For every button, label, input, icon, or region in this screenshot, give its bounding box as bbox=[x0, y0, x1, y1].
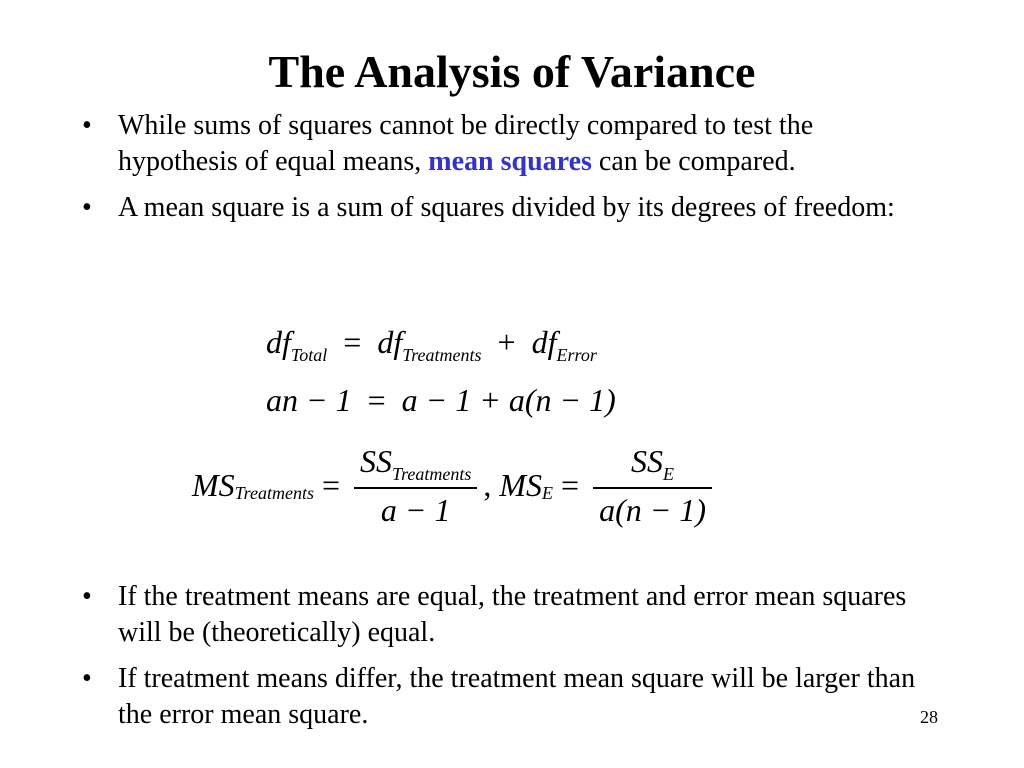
equals-sign: = bbox=[343, 324, 362, 360]
plus-sign: + bbox=[497, 324, 516, 360]
bullet-item bbox=[82, 661, 932, 733]
equals-sign: = bbox=[561, 466, 580, 503]
fraction-denominator: a − 1 bbox=[380, 491, 451, 528]
page-number: 28 bbox=[920, 707, 938, 727]
equals-sign: = bbox=[322, 466, 341, 503]
bullet-text: If the treatment means are equal, the treatment and error mean squares will be (theoretically) equal. bbox=[118, 581, 907, 648]
fraction-ms-error bbox=[593, 442, 712, 529]
bullet-text: A mean square is a sum of squares divided by its degrees of freedom: bbox=[118, 192, 895, 223]
subscript-treatments: Treatments bbox=[402, 345, 482, 365]
bullet-item bbox=[82, 190, 932, 226]
bullet-dot-icon: • bbox=[82, 110, 92, 141]
subscript-treatments: Treatments bbox=[234, 482, 314, 503]
bullet-item bbox=[82, 579, 932, 651]
ss-symbol: SS bbox=[631, 442, 664, 479]
df-symbol: df bbox=[531, 324, 557, 360]
subscript-total: Total bbox=[290, 345, 328, 365]
bullet-text-after: can be compared. bbox=[591, 146, 796, 177]
comma: , bbox=[483, 466, 492, 503]
equation-lhs: an − 1 bbox=[266, 382, 352, 418]
fraction-ms-treatments bbox=[354, 442, 477, 529]
bullet-text-before: While sums of squares cannot be directly compared to test the hypothesis of equal means, bbox=[118, 110, 814, 177]
ss-symbol: SS bbox=[360, 442, 393, 479]
equation-rhs: a − 1 + a(n − 1) bbox=[401, 382, 616, 418]
bullet-dot-icon: • bbox=[82, 663, 92, 694]
bullet-list-bottom bbox=[82, 579, 932, 743]
ms-symbol: MS bbox=[499, 466, 543, 503]
equals-sign: = bbox=[367, 382, 386, 418]
subscript-e: E bbox=[663, 463, 675, 484]
equation-mean-squares bbox=[192, 440, 718, 530]
fraction-numerator bbox=[354, 442, 477, 487]
fraction-denominator: a(n − 1) bbox=[599, 491, 706, 528]
bullet-item bbox=[82, 108, 932, 180]
equation-df-expansion bbox=[266, 380, 616, 420]
bullet-dot-icon: • bbox=[82, 581, 92, 612]
subscript-treatments: Treatments bbox=[392, 463, 472, 484]
bullet-list-top bbox=[82, 108, 932, 236]
equation-df-total bbox=[266, 322, 597, 367]
bullet-dot-icon: • bbox=[82, 192, 92, 223]
subscript-error: Error bbox=[556, 345, 597, 365]
fraction-numerator bbox=[625, 442, 680, 487]
highlight-term: mean squares bbox=[428, 146, 592, 177]
df-symbol: df bbox=[266, 324, 291, 360]
ms-symbol: MS bbox=[192, 466, 235, 503]
bullet-text: If treatment means differ, the treatment mean square will be larger than the error mean square. bbox=[118, 663, 916, 730]
df-symbol: df bbox=[377, 324, 403, 360]
slide-title: The Analysis of Variance bbox=[268, 46, 756, 97]
subscript-e: E bbox=[542, 482, 554, 503]
